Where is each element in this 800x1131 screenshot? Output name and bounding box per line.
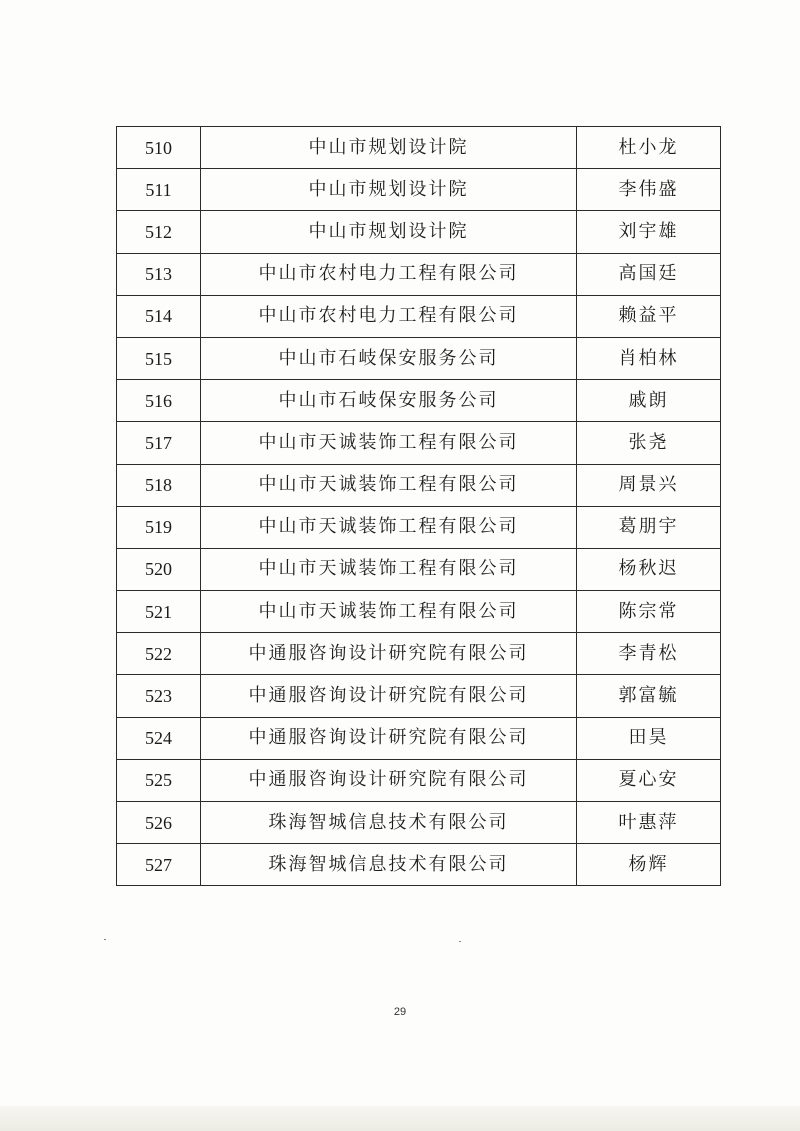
table-row xyxy=(117,802,721,844)
organization-cell: 中山市农村电力工程有限公司 xyxy=(201,295,577,337)
serial-number-cell: 514 xyxy=(117,295,201,337)
person-name-cell: 刘宇雄 xyxy=(577,211,721,253)
person-name-cell: 赖益平 xyxy=(577,295,721,337)
person-name-cell: 叶惠萍 xyxy=(577,802,721,844)
table-row xyxy=(117,169,721,211)
serial-number-cell: 518 xyxy=(117,464,201,506)
serial-number-cell: 517 xyxy=(117,422,201,464)
organization-cell: 中山市农村电力工程有限公司 xyxy=(201,253,577,295)
serial-number-cell: 512 xyxy=(117,211,201,253)
person-name-cell: 郭富毓 xyxy=(577,675,721,717)
organization-cell: 中山市天诚装饰工程有限公司 xyxy=(201,464,577,506)
serial-number-cell: 511 xyxy=(117,169,201,211)
person-name-cell: 张尧 xyxy=(577,422,721,464)
organization-cell: 珠海智城信息技术有限公司 xyxy=(201,844,577,886)
serial-number-cell: 521 xyxy=(117,591,201,633)
organization-cell: 中通服咨询设计研究院有限公司 xyxy=(201,717,577,759)
organization-cell: 中山市天诚装饰工程有限公司 xyxy=(201,422,577,464)
person-name-cell: 葛朋宇 xyxy=(577,506,721,548)
person-name-cell: 高国廷 xyxy=(577,253,721,295)
serial-number-cell: 524 xyxy=(117,717,201,759)
table-row xyxy=(117,211,721,253)
serial-number-cell: 523 xyxy=(117,675,201,717)
serial-number-cell: 516 xyxy=(117,380,201,422)
table-row xyxy=(117,759,721,801)
person-name-cell: 夏心安 xyxy=(577,759,721,801)
table-row xyxy=(117,633,721,675)
scan-speck xyxy=(104,939,106,940)
organization-cell: 中山市天诚装饰工程有限公司 xyxy=(201,591,577,633)
serial-number-cell: 522 xyxy=(117,633,201,675)
person-name-cell: 杜小龙 xyxy=(577,127,721,169)
scan-edge-shadow xyxy=(0,1106,800,1131)
table-row xyxy=(117,844,721,886)
table-row xyxy=(117,464,721,506)
serial-number-cell: 527 xyxy=(117,844,201,886)
serial-number-cell: 519 xyxy=(117,506,201,548)
roster-table-body xyxy=(117,127,721,886)
person-name-cell: 李伟盛 xyxy=(577,169,721,211)
table-row xyxy=(117,422,721,464)
table-row xyxy=(117,591,721,633)
scan-speck xyxy=(459,941,461,942)
table-row xyxy=(117,675,721,717)
person-name-cell: 杨秋迟 xyxy=(577,548,721,590)
serial-number-cell: 520 xyxy=(117,548,201,590)
organization-cell: 珠海智城信息技术有限公司 xyxy=(201,802,577,844)
organization-cell: 中山市规划设计院 xyxy=(201,211,577,253)
table-row xyxy=(117,506,721,548)
person-name-cell: 戚朗 xyxy=(577,380,721,422)
serial-number-cell: 513 xyxy=(117,253,201,295)
person-name-cell: 肖柏林 xyxy=(577,337,721,379)
person-name-cell: 杨辉 xyxy=(577,844,721,886)
organization-cell: 中通服咨询设计研究院有限公司 xyxy=(201,675,577,717)
serial-number-cell: 515 xyxy=(117,337,201,379)
page-number: 29 xyxy=(393,1006,407,1018)
table-row xyxy=(117,127,721,169)
serial-number-cell: 525 xyxy=(117,759,201,801)
table-row xyxy=(117,380,721,422)
organization-cell: 中通服咨询设计研究院有限公司 xyxy=(201,759,577,801)
serial-number-cell: 526 xyxy=(117,802,201,844)
organization-cell: 中山市规划设计院 xyxy=(201,169,577,211)
table-row xyxy=(117,295,721,337)
organization-cell: 中通服咨询设计研究院有限公司 xyxy=(201,633,577,675)
table-row xyxy=(117,253,721,295)
person-name-cell: 周景兴 xyxy=(577,464,721,506)
person-name-cell: 李青松 xyxy=(577,633,721,675)
table-row xyxy=(117,548,721,590)
organization-cell: 中山市石岐保安服务公司 xyxy=(201,380,577,422)
roster-table xyxy=(116,126,721,886)
serial-number-cell: 510 xyxy=(117,127,201,169)
organization-cell: 中山市天诚装饰工程有限公司 xyxy=(201,548,577,590)
organization-cell: 中山市规划设计院 xyxy=(201,127,577,169)
table-row xyxy=(117,717,721,759)
person-name-cell: 陈宗常 xyxy=(577,591,721,633)
table-row xyxy=(117,337,721,379)
person-name-cell: 田昊 xyxy=(577,717,721,759)
organization-cell: 中山市天诚装饰工程有限公司 xyxy=(201,506,577,548)
organization-cell: 中山市石岐保安服务公司 xyxy=(201,337,577,379)
